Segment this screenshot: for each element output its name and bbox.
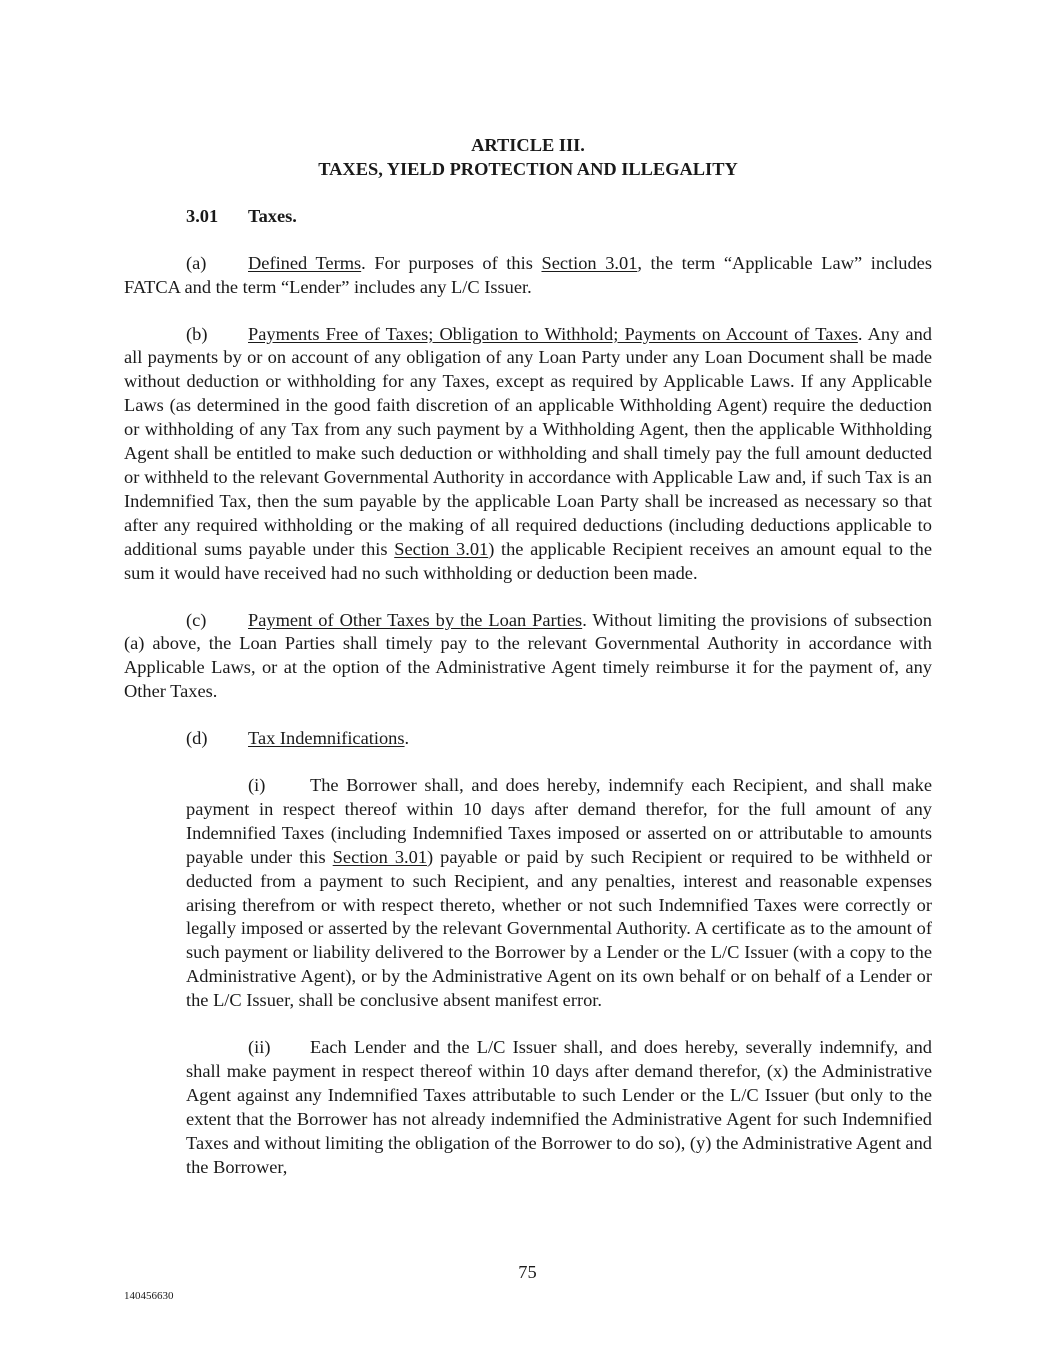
document-id: 140456630	[124, 1290, 174, 1302]
subparagraph-d-ii	[186, 1036, 932, 1179]
section-heading	[124, 205, 932, 229]
paragraph-c	[124, 609, 932, 705]
paragraph-label: (c)	[186, 609, 207, 630]
section-reference-link[interactable]: Section 3.01	[541, 252, 638, 273]
article-title: TAXES, YIELD PROTECTION AND ILLEGALITY	[318, 158, 738, 179]
paragraph-heading: Tax Indemnifications	[248, 728, 405, 749]
paragraph-text: . Any and all payments by or on account of any obligation of any Loan Party under any Loan Document shall be made without deduction or withholding for any Taxes, except as required by Applicable Laws. If any Applicable Laws (as determined in the good faith discretion of an applicable Withholding Agent) require the deduction or withholding of any Tax from any such payment by a Withholding Agent, then the applicable Withholding Agent shall be entitled to make such deduction or withholding and shall timely pay the full amount deducted or withheld to the relevant Governmental Authority in accordance with Applicable Law and, if such Tax is an Indemnified Tax, then the sum payable by the applicable Loan Party shall be increased as necessary so that after any required withholding or the making of all required deductions (including deductions applicable to additional sums payable under this	[124, 323, 932, 559]
paragraph-text: ) the applicable Recipient receives an amount equal to the sum it would have received had no such withholding or deduction been made.	[124, 538, 932, 583]
page-number: 75	[518, 1262, 537, 1282]
paragraph-a	[124, 252, 932, 300]
paragraph-label: (b)	[186, 323, 208, 344]
paragraph-label: (d)	[186, 728, 208, 749]
paragraph-text: The Borrower shall, and does hereby, indemnify each Recipient, and shall make payment in respect thereof within 10 days after demand therefor, for the full amount of any Indemnified Taxes (including Indemnified Taxes imposed or asserted on or attributable to amounts payable under this	[186, 775, 932, 867]
paragraph-heading: Payments Free of Taxes; Obligation to Withhold; Payments on Account of Taxes	[248, 323, 858, 344]
article-number: ARTICLE III.	[471, 135, 585, 155]
paragraph-heading: Payment of Other Taxes by the Loan Parties	[248, 609, 583, 630]
paragraph-text: , the term “Applicable Law” includes FATCA and the term “Lender” includes any L/C Issuer.	[124, 252, 932, 297]
subparagraph-label: (i)	[248, 775, 266, 796]
paragraph-text: . For purposes of this	[361, 252, 542, 273]
section-reference-link[interactable]: Section 3.01	[332, 846, 428, 867]
paragraph-heading: Defined Terms	[248, 252, 362, 273]
paragraph-text: . Without limiting the provisions of subsection (a) above, the Loan Parties shall timely pay to the relevant Governmental Authority in accordance with Applicable Laws, or at the option of the Administrative Agent timely reimburse it for the payment of, any Other Taxes.	[124, 609, 932, 702]
document-page	[124, 134, 932, 1180]
section-number: 3.01	[186, 205, 219, 226]
paragraph-text: .	[404, 728, 410, 749]
section-title: Taxes.	[248, 205, 297, 226]
paragraph-d	[124, 727, 932, 751]
paragraph-label: (a)	[186, 252, 207, 273]
section-reference-link[interactable]: Section 3.01	[394, 538, 489, 559]
paragraph-b	[124, 323, 932, 586]
paragraph-text: ) payable or paid by such Recipient or required to be withheld or deducted from a payment to such Recipient, and any penalties, interest and reasonable expenses arising therefrom or with respect thereto, whether or not such Indemnified Taxes were correctly or legally imposed or asserted by the relevant Governmental Authority. A certificate as to the amount of such payment or liability delivered to the Borrower by a Lender or the L/C Issuer (with a copy to the Administrative Agent), or by the Administrative Agent on its own behalf or on behalf of a Lender or the L/C Issuer, shall be conclusive absent manifest error.	[186, 846, 933, 1011]
paragraph-text: Each Lender and the L/C Issuer shall, and does hereby, severally indemnify, and shall make payment in respect thereof within 10 days after demand therefor, (x) the Administrative Agent against any Indemnified Taxes attributable to such Lender or the L/C Issuer (but only to the extent that the Borrower has not already indemnified the Administrative Agent for such Indemnified Taxes and without limiting the obligation of the Borrower to do so), (y) the Administrative Agent and the Borrower,	[186, 1037, 932, 1177]
subparagraph-label: (ii)	[248, 1037, 271, 1058]
subparagraph-d-i	[186, 774, 932, 1013]
